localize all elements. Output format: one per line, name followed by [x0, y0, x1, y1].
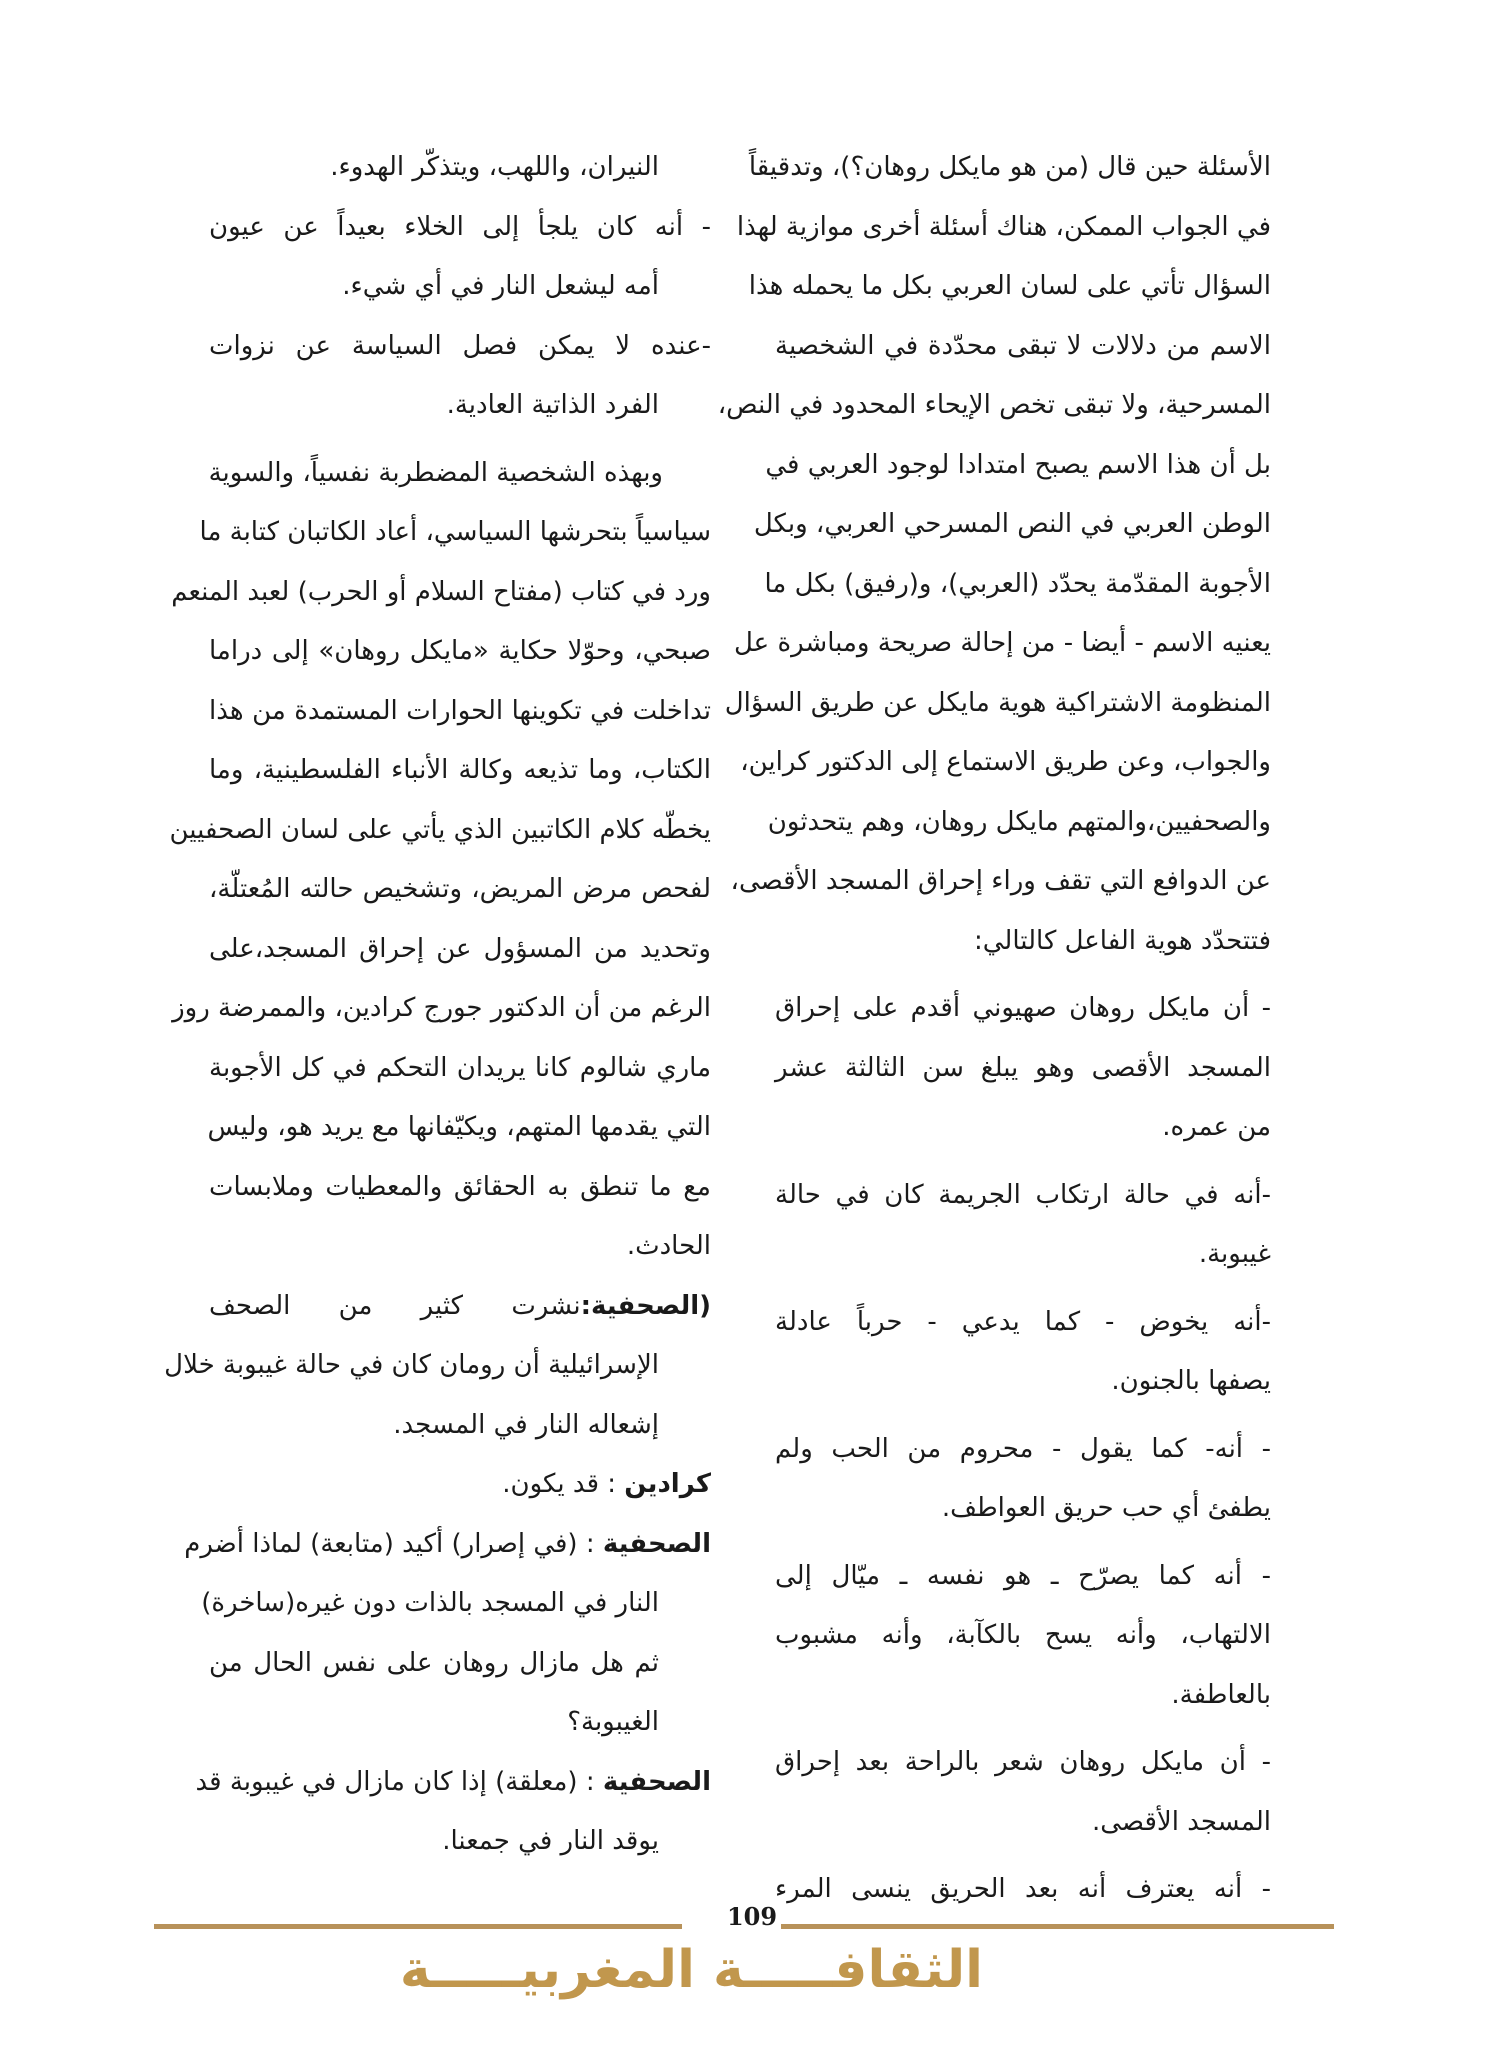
text-line — [730, 852, 1271, 912]
line-text: الغيبوبة؟ — [567, 1707, 659, 1737]
text-line — [775, 912, 1271, 972]
text-line — [775, 1039, 1271, 1099]
line-text: الالتهاب، وأنه يسح بالكآبة، وأنه مشبوب — [775, 1620, 1271, 1650]
line-text: والصحفيين،والمتهم مايكل روهان، وهم يتحدثون — [767, 806, 1271, 837]
line-text: : قد يكون. — [502, 1469, 625, 1499]
speaker-label: (الصحفية: — [580, 1290, 711, 1321]
text-line — [209, 1396, 711, 1456]
line-text: فتتحدّد هوية الفاعل كالتالي: — [973, 925, 1271, 956]
text-line — [195, 1753, 711, 1813]
line-text: من عمره. — [1162, 1112, 1271, 1142]
line-text: السؤال تأتي على لسان العربي بكل ما يحمله هذا — [748, 271, 1271, 301]
text-line — [775, 1733, 1271, 1793]
text-line — [209, 1098, 711, 1158]
line-text: الرغم من أن الدكتور جورج كرادين، والممرضة روز — [172, 993, 711, 1023]
line-text: الوطن العربي في النص المسرحي العربي، وبكل — [753, 509, 1271, 539]
line-text: مع ما تنطق به الحقائق والمعطيات وملابسات — [209, 1171, 711, 1202]
text-line — [775, 979, 1271, 1039]
line-text: يعنيه الاسم - أيضا - من إحالة صريحة ومباشرة عل — [733, 628, 1271, 658]
line-text: : (معلقة) إذا كان مازال في غيبوبة قد — [195, 1766, 603, 1797]
text-line — [775, 1666, 1271, 1726]
text-line — [209, 920, 711, 980]
text-line — [775, 1860, 1271, 1920]
text-line — [209, 138, 711, 198]
line-text: النيران، واللهب، ويتذكّر الهدوء. — [330, 152, 659, 182]
text-line — [201, 1574, 711, 1634]
line-text: - أن مايكل روهان شعر بالراحة بعد إحراق — [775, 1747, 1271, 1777]
line-text: الإسرائيلية أن رومان كان في حالة غيبوبة خلال — [164, 1350, 659, 1380]
text-line — [209, 1812, 711, 1872]
text-line — [209, 1217, 711, 1277]
line-text: بل أن هذا الاسم يصبح امتدادا لوجود العربي في — [765, 449, 1271, 480]
line-text: ورد في كتاب (مفتاح السلام أو الحرب) لعبد المنعم — [171, 576, 711, 607]
page-number: 109 — [726, 1902, 778, 1931]
line-text: المسرحية، ولا تبقى تخص الإيحاء المحدود في النص، — [717, 390, 1271, 420]
text-line — [733, 614, 1271, 674]
text-line — [199, 503, 711, 563]
text-line — [775, 1293, 1271, 1353]
text-line — [748, 138, 1271, 198]
text-line — [171, 563, 711, 623]
line-text: يطفئ أي حب حريق العواطف. — [941, 1493, 1271, 1523]
line-text: سياسياً بتحرشها السياسي، أعاد الكاتبان كتابة ما — [199, 517, 711, 547]
magazine-title: الثقافـــــة المغربيـــــة — [399, 1940, 983, 2000]
text-line — [209, 682, 711, 742]
text-line — [209, 741, 711, 801]
text-line — [740, 733, 1271, 793]
text-line — [775, 1166, 1271, 1226]
text-line — [209, 1634, 711, 1694]
line-text: غيبوبة. — [1198, 1239, 1271, 1269]
text-line — [775, 1547, 1271, 1607]
line-text: المسجد الأقصى. — [1091, 1806, 1271, 1837]
line-text: ماري شالوم كانا يريدان التحكم في كل الأجوبة — [209, 1052, 711, 1083]
speaker-label: الصحفية — [602, 1528, 711, 1559]
line-text: والجواب، وعن طريق الاستماع إلى الدكتور كراين، — [740, 747, 1271, 777]
line-text: يوقد النار في جمعنا. — [442, 1826, 659, 1856]
text-line — [172, 979, 711, 1039]
line-text: - أنه- كما يقول - محروم من الحب ولم — [775, 1433, 1271, 1464]
line-text: تداخلت في تكوينها الحوارات المستمدة من هذا — [209, 695, 711, 726]
text-line — [775, 1225, 1271, 1285]
text-line — [775, 1352, 1271, 1412]
text-line — [209, 317, 711, 377]
text-line — [775, 1606, 1271, 1666]
line-text: الأجوبة المقدّمة يحدّد (العربي)، و(رفيق) بكل ما — [764, 568, 1271, 599]
text-line — [775, 1098, 1271, 1158]
text-line — [164, 1336, 711, 1396]
line-text: عن الدوافع التي تقف وراء إحراق المسجد الأقصى، — [730, 866, 1271, 896]
line-text: الحادث. — [626, 1231, 711, 1261]
text-line — [724, 674, 1271, 734]
line-text: - أنه كان يلجأ إلى الخلاء بعيداً عن عيون — [209, 211, 711, 242]
line-text: يصفها بالجنون. — [1111, 1366, 1271, 1396]
line-text: ثم هل مازال روهان على نفس الحال من — [209, 1647, 659, 1678]
line-text: نشرت كثير من الصحف — [209, 1290, 581, 1321]
line-text: أمه ليشعل النار في أي شيء. — [342, 271, 659, 301]
speaker-label: كرادين — [624, 1469, 711, 1499]
line-text: في الجواب الممكن، هناك أسئلة أخرى موازية لهذا — [736, 211, 1271, 242]
left-text-column — [164, 138, 711, 1872]
line-text: وتحديد من المسؤول عن إحراق المسجد،على — [209, 933, 711, 964]
line-text: -عنده لا يمكن فصل السياسة عن نزوات — [209, 330, 711, 361]
text-line — [209, 376, 711, 436]
text-line — [184, 1515, 711, 1575]
text-line — [736, 198, 1271, 258]
text-line — [209, 860, 711, 920]
text-line — [775, 317, 1271, 377]
line-text: الاسم من دلالات لا تبقى محدّدة في الشخصية — [775, 330, 1271, 361]
line-text: الكتاب، وما تذيعه وكالة الأنباء الفلسطينية، وما — [209, 755, 711, 785]
text-line — [767, 793, 1271, 853]
text-line — [775, 1479, 1271, 1539]
line-text: النار في المسجد بالذات دون غيره(ساخرة) — [201, 1588, 659, 1618]
text-line — [209, 1277, 711, 1337]
text-line — [209, 1693, 711, 1753]
line-text: : (في إصرار) أكيد (متابعة) لماذا أضرم — [184, 1528, 603, 1559]
line-text: - أنه كما يصرّح ـ هو نفسه ـ ميّال إلى — [775, 1560, 1271, 1591]
text-line — [765, 436, 1271, 496]
line-text: الأسئلة حين قال (من هو مايكل روهان؟)، وتدقيقاً — [748, 152, 1271, 182]
text-line — [209, 1039, 711, 1099]
text-line — [209, 198, 711, 258]
text-line — [764, 555, 1271, 615]
line-text: التي يقدمها المتهم، ويكيّفانها مع يريد هو، وليس — [207, 1112, 711, 1142]
text-line — [209, 622, 711, 682]
line-text: - أنه يعترف أنه بعد الحريق ينسى المرء — [775, 1874, 1271, 1904]
text-line — [209, 444, 711, 504]
line-text: -أنه يخوض - كما يدعي - حرباً عادلة — [775, 1306, 1271, 1337]
line-text: إشعاله النار في المسجد. — [393, 1409, 659, 1440]
speaker-label: الصحفية — [602, 1766, 711, 1797]
footer-rule-right — [781, 1924, 1334, 1929]
line-text: المنظومة الاشتراكية هوية مايكل عن طريق السؤال — [724, 687, 1271, 718]
text-line — [169, 801, 711, 861]
text-line — [209, 1158, 711, 1218]
text-line — [717, 376, 1271, 436]
text-line — [775, 1420, 1271, 1480]
line-text: يخطّه كلام الكاتبين الذي يأتي على لسان الصحفيين — [169, 814, 711, 845]
text-line — [209, 1455, 711, 1515]
line-text: لفحص مرض المريض، وتشخيص حالته المُعتلّة، — [209, 874, 711, 904]
line-text: الفرد الذاتية العادية. — [446, 390, 659, 420]
footer-rule-left — [154, 1924, 682, 1929]
text-line — [753, 495, 1271, 555]
line-text: - أن مايكل روهان صهيوني أقدم على إحراق — [775, 993, 1271, 1023]
line-text: وبهذه الشخصية المضطربة نفسياً، والسوية — [208, 457, 663, 488]
line-text: المسجد الأقصى وهو يبلغ سن الثالثة عشر — [775, 1052, 1271, 1083]
text-line — [775, 1793, 1271, 1853]
line-text: بالعاطفة. — [1171, 1679, 1271, 1710]
line-text: صبحي، وحوّلا حكاية «مايكل روهان» إلى دراما — [209, 636, 711, 666]
text-line — [209, 257, 711, 317]
line-text: -أنه في حالة ارتكاب الجريمة كان في حالة — [775, 1179, 1271, 1210]
text-line — [748, 257, 1271, 317]
